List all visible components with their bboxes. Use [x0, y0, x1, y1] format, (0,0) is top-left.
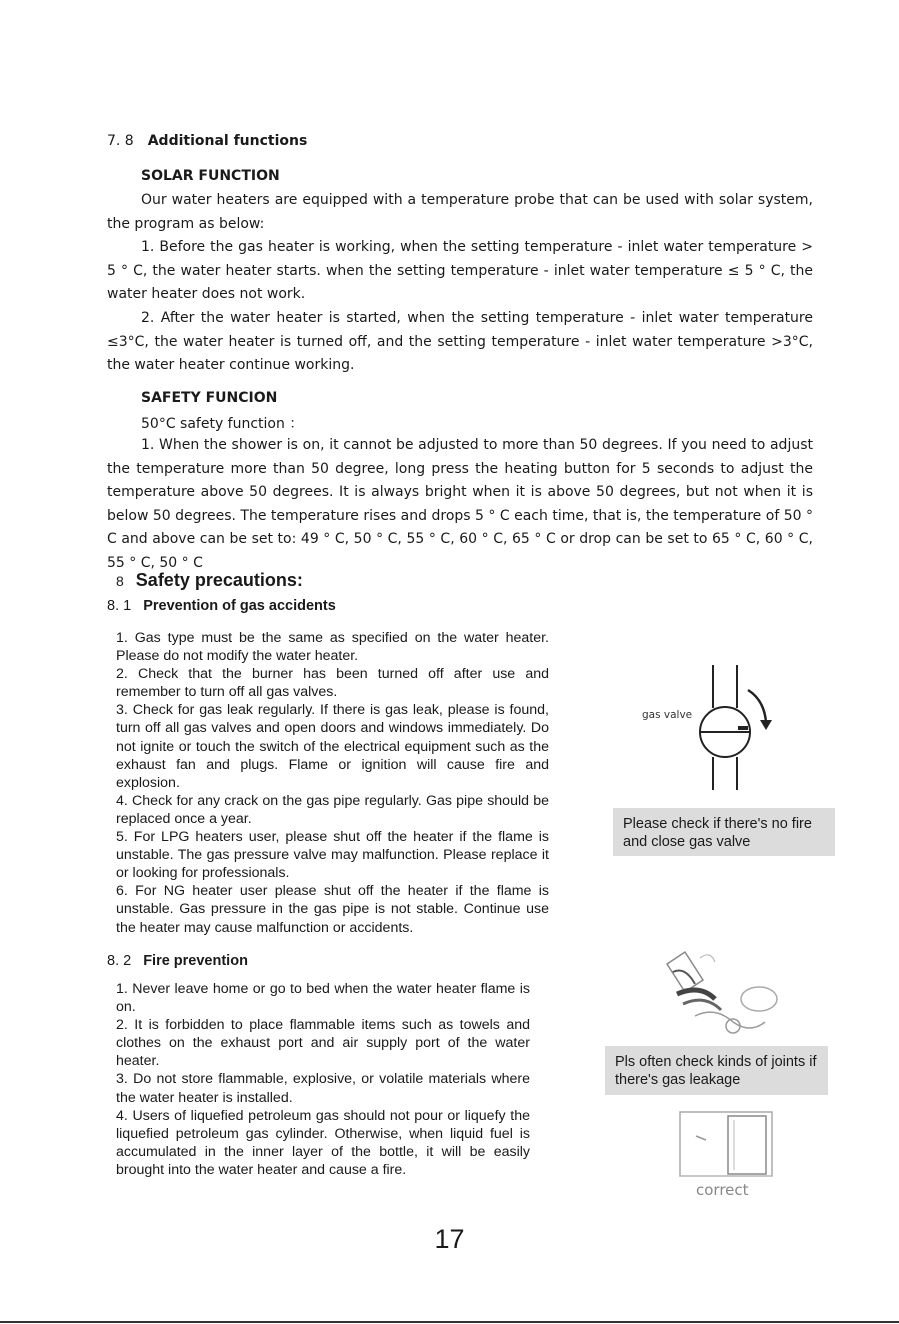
- gas-valve-figure: [630, 660, 790, 795]
- solar-paragraph-2: 2. After the water heater is started, when the setting temperature - inlet water temperature ≤3°C, the water heater is turned off, and the setting temperature - inlet water temperature >3°C, the water heater continue working.: [107, 310, 813, 373]
- gas-joint-figure: [655, 944, 785, 1044]
- section-number: 8: [116, 573, 124, 589]
- valve-label: gas valve: [642, 709, 693, 721]
- fire-prevention-list: [116, 980, 530, 1179]
- list-item: 3. Do not store flammable, explosive, or volatile materials where the water heater is installed.: [116, 1071, 530, 1106]
- solar-paragraph-1: 1. Before the gas heater is working, when the setting temperature - inlet water temperature > 5 ° C, the water heater starts. when the setting temperature - inlet water temperature ≤ 5 ° C, the water heater does not work.: [107, 239, 813, 302]
- joints-note-box: Pls often check kinds of joints if there's gas leakage: [605, 1046, 828, 1095]
- page-number: 17: [434, 1224, 465, 1254]
- list-item: 1. Never leave home or go to bed when the water heater flame is on.: [116, 981, 530, 1016]
- section-title: Additional functions: [147, 133, 308, 149]
- safety-function-subheading: 50°C safety function ：: [141, 416, 304, 432]
- list-item: 2. It is forbidden to place flammable items such as towels and clothes on the exhaust port and air supply port of the water heater.: [116, 1017, 530, 1070]
- correct-label: correct: [696, 1181, 749, 1199]
- safety-function-heading: SAFETY FUNCION: [141, 390, 278, 406]
- gas-accident-list: [116, 629, 549, 937]
- valve-note-box: Please check if there's no fire and close gas valve: [613, 808, 835, 856]
- subsection-title: Fire prevention: [143, 953, 248, 969]
- list-item: 6. For NG heater user please shut off the heater if the flame is unstable. Gas pressure in the gas pipe is not stable. Continue use the heater may cause malfunction or accidents.: [116, 883, 549, 936]
- list-item: 4. Users of liquefied petroleum gas should not pour or liquefy the liquefied petroleum gas cylinder. Otherwise, when liquid fuel is accumulated in the inner layer of the bottle, it will be easily brought into the water heater and cause a fire.: [116, 1107, 530, 1178]
- list-item: 3. Check for gas leak regularly. If there is gas leak, please is found, turn off all gas valves and open doors and windows immediately. Do not ignite or touch the switch of the electrical equipment such as the exhaust fan and plugs. Flame or ignition will cause fire and explosion.: [116, 702, 549, 791]
- section-7-8-heading: [107, 133, 307, 149]
- section-title: Safety precautions:: [135, 570, 303, 590]
- safety-function-paragraph: 1. When the shower is on, it cannot be adjusted to more than 50 degrees. If you need to adjust the temperature more than 50 degree, long press the heating button for 5 seconds to adjust the temperature above 50 degrees. It is always bright when it is above 50 degrees, but not when it is below 50 degrees. The temperature rises and drops 5 ° C each time, that is, the temperature of 50 ° C and above can be set to: 49 ° C, 50 ° C, 55 ° C, 60 ° C, 65 ° C or drop can be set to 65 ° C, 60 ° C, 55 ° C, 50 ° C: [107, 437, 813, 571]
- list-item: 1. Gas type must be the same as specified on the water heater. Please do not modify the water heater.: [116, 630, 549, 665]
- correct-installation-figure: [672, 1102, 782, 1200]
- list-item: 4. Check for any crack on the gas pipe regularly. Gas pipe should be replaced once a year.: [116, 792, 549, 827]
- list-item: 5. For LPG heaters user, please shut off the heater if the flame is unstable. The gas pressure valve may malfunction. Please replace it or looking for professionals.: [116, 829, 549, 882]
- section-8-2-heading: [107, 953, 248, 969]
- solar-paragraph-intro: Our water heaters are equipped with a temperature probe that can be used with solar system, the program as below:: [107, 192, 813, 232]
- section-8-heading: [116, 570, 303, 591]
- subsection-number: 8. 2: [107, 953, 132, 969]
- subsection-number: 8. 1: [107, 598, 132, 614]
- list-item: 2. Check that the burner has been turned off after use and remember to turn off all gas valves.: [116, 666, 549, 701]
- bottom-rule: [0, 1321, 899, 1323]
- section-number: 7. 8: [107, 133, 134, 149]
- subsection-title: Prevention of gas accidents: [143, 598, 336, 614]
- solar-function-heading: SOLAR FUNCTION: [141, 168, 280, 184]
- section-8-1-heading: [107, 598, 336, 614]
